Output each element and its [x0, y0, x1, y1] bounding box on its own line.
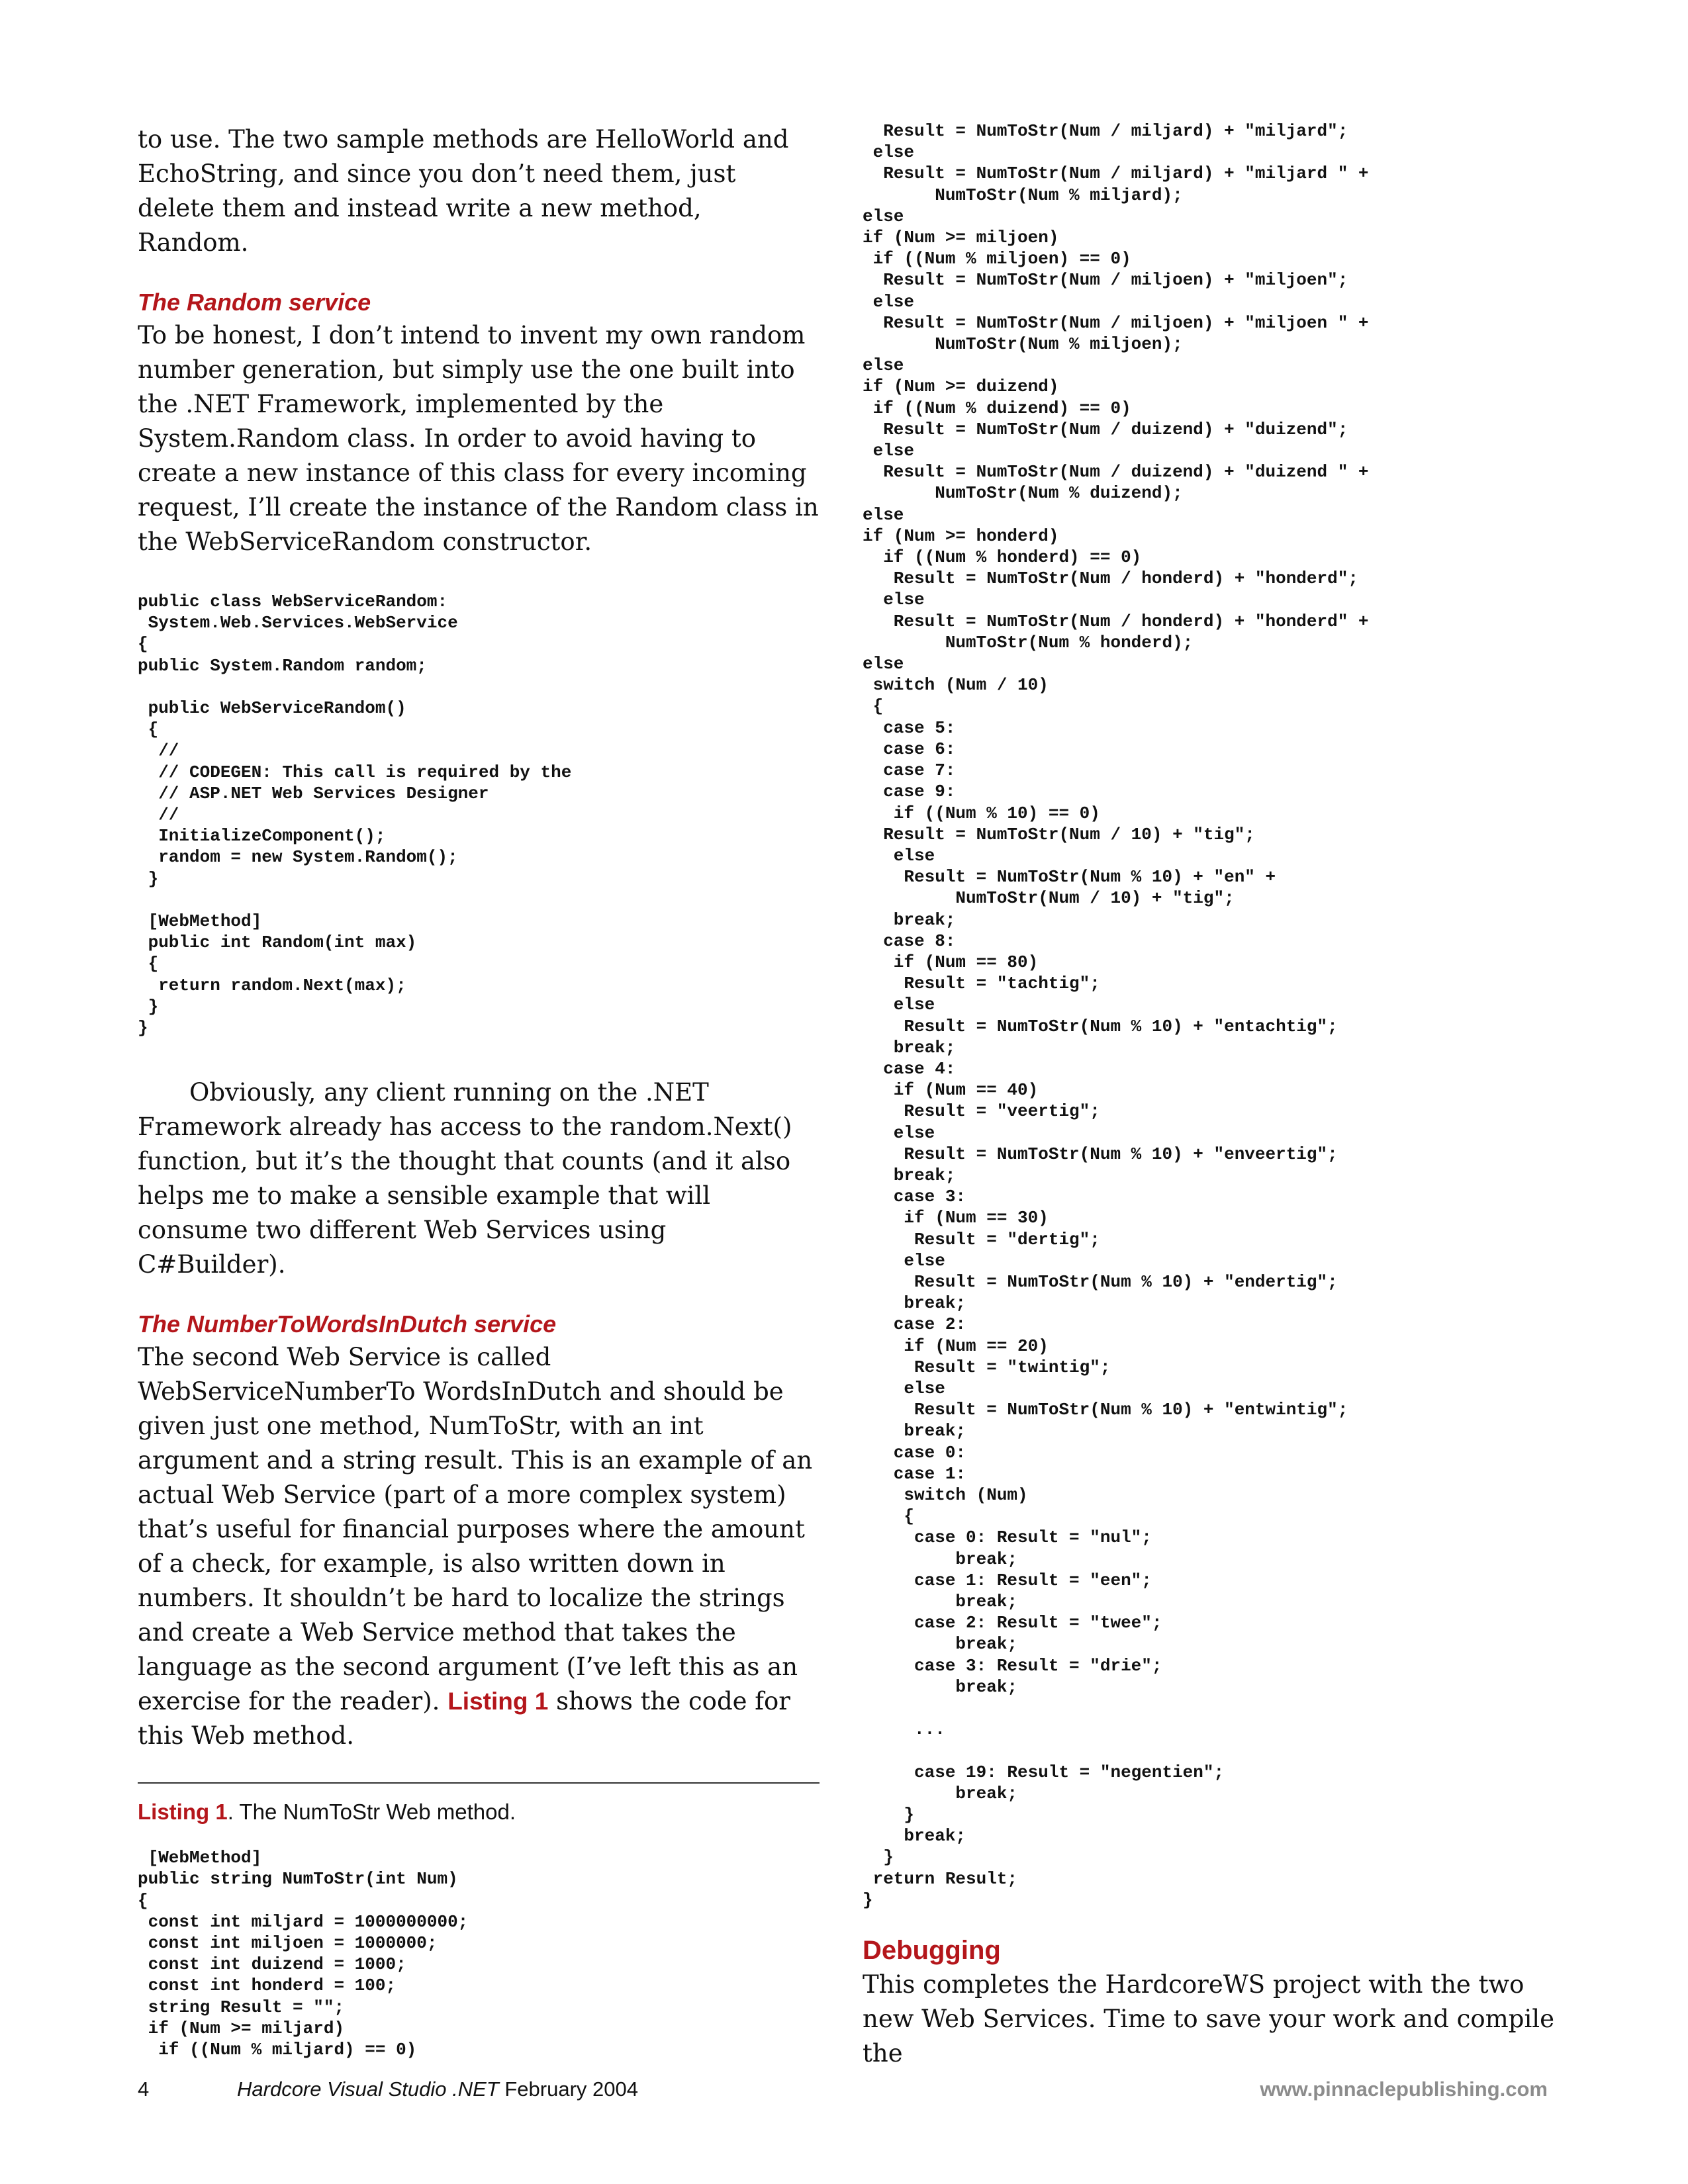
numbertowords-paragraph — [138, 1340, 820, 1753]
obviously-paragraph: Obviously, any client running on the .NET Framework already has access to the random.Next() function, but it’s the thought that counts (and it also helps me to make a sensible example that will consume two different Web Services using C#Builder). — [138, 1078, 792, 1279]
right-column — [863, 120, 1577, 2071]
left-column — [138, 122, 820, 2060]
issue-date: February 2004 — [498, 2077, 638, 2101]
listing-1-reference[interactable]: Listing 1 — [447, 1688, 549, 1715]
random-code-listing: public class WebServiceRandom: System.Web.Services.WebService { public System.Random random; public WebServiceRandom() { // // CODEGEN: This call is required by the // ASP.NET Web Services Designer // InitializeComponent(); random = new System.Random(); } [WebMethod] public int Random(int max) { return random.Next(max); } } — [138, 592, 572, 1038]
magazine-title: Hardcore Visual Studio .NET — [237, 2077, 499, 2101]
numbertowords-heading: The NumberToWordsInDutch service — [138, 1310, 557, 1338]
numtostr-code-continued: Result = NumToStr(Num / miljard) + "miljard"; else Result = NumToStr(Num / miljard) + "miljard " + NumToStr(Num % miljard); else if (Num >= miljoen) if ((Num % miljoen) == 0) Result = NumToStr(Num / miljoen) + "miljoen"; else Result = NumToStr(Num / miljoen) + "miljoen " + NumToStr(Num % miljoen); else if (Num >= duizend) if ((Num % duizend) == 0) Result = NumToStr(Num / duizend) + "duizend"; else Result = NumToStr(Num / duizend) + "duizend " + NumToStr(Num % duizend); else if (Num >= honderd) if ((Num % honderd) == 0) Result = NumToStr(Num / honderd) + "honderd"; else Result = NumToStr(Num / honderd) + "honderd" + NumToStr(Num % honderd); else switch (Num / 10) { case 5: case 6: case 7: case 9: if ((Num % 10) == 0) Result = NumToStr(Num / 10) + "tig"; else Result = NumToStr(Num % 10) + "en" + NumToStr(Num / 10) + "tig"; break; case 8: if (Num == 80) Result = "tachtig"; else Result = NumToStr(Num % 10) + "entachtig"; break; case 4: if (Num == 40) Result = "veertig"; else Result = NumToStr(Num % 10) + "enveertig"; break; case 3: if (Num == 30) Result = "dertig"; else Result = NumToStr(Num % 10) + "endertig"; break; case 2: if (Num == 20) Result = "twintig"; else Result = NumToStr(Num % 10) + "entwintig"; break; case 0: case 1: switch (Num) { case 0: Result = "nul"; break; case 1: Result = "een"; break; case 2: Result = "twee"; break; case 3: Result = "drie"; break; ... case 19: Result = "negentien"; break; } break; } return Result; } — [863, 121, 1369, 1910]
random-service-paragraph: To be honest, I don’t intend to invent my own random number generation, but simply use the one built into the .NET Framework, implemented by the System.Random class. In order to avoid having to create a new instance of this class for every incoming request, I’ll create the instance of the Random class in the WebServiceRandom constructor. — [138, 321, 819, 556]
debugging-paragraph: This completes the HardcoreWS project with the two new Web Services. Time to save your work and compile the — [863, 1970, 1555, 2068]
random-service-heading: The Random service — [138, 289, 371, 316]
intro-paragraph: to use. The two sample methods are HelloWorld and EchoString, and since you don’t need them, just delete them and instead write a new method, Random. — [138, 125, 789, 257]
numtostr-code-listing: [WebMethod] public string NumToStr(int Num) { const int miljard = 1000000000; const int miljoen = 1000000; const int duizend = 1000; const int honderd = 100; string Result = ""; if (Num >= miljard) if ((Num % miljard) == 0) — [138, 1848, 469, 2060]
numbertowords-text-end: shows the code for this Web method. — [138, 1687, 790, 1751]
listing-caption — [138, 1797, 820, 1827]
listing-caption-text: . The NumToStr Web method. — [227, 1799, 516, 1825]
numbertowords-text: The second Web Service is called WebServiceNumberTo WordsInDutch and should be given just one method, NumToStr, with an int argument and a string result. This is an example of an actual Web Service (part of a more complex system) that’s useful for financial purposes where the amount of a check, for example, is also written down in numbers. It shouldn’t be hard to localize the strings and create a Web Service method that takes the language as the second argument (I’ve left this as an exercise for the reader). — [138, 1343, 813, 1716]
publisher-url[interactable]: www.pinnaclepublishing.com — [1260, 2077, 1548, 2101]
listing-caption-number: Listing 1 — [138, 1799, 228, 1825]
magazine-issue — [237, 2075, 638, 2104]
page-number: 4 — [138, 2077, 150, 2101]
page-footer — [138, 2075, 1548, 2104]
debugging-heading: Debugging — [863, 1936, 1001, 1966]
